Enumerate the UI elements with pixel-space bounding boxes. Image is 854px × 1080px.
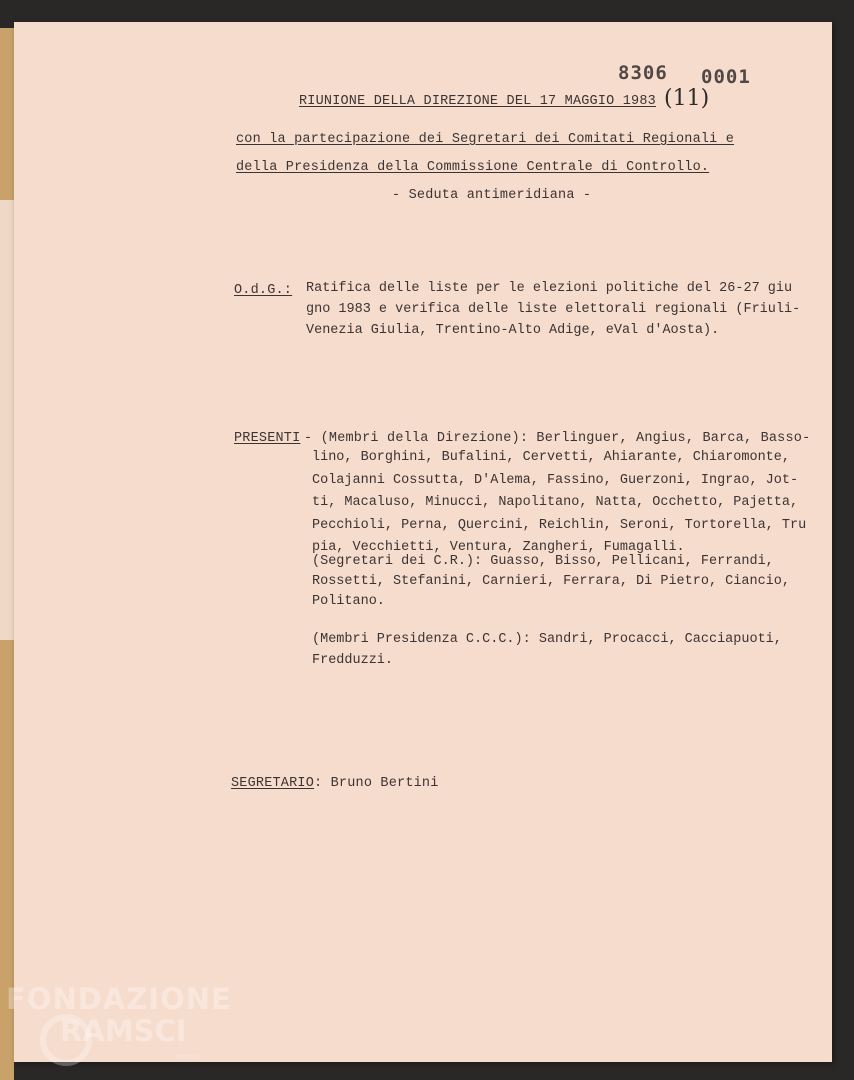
fondazione-gramsci-watermark (6, 982, 232, 1077)
watermark-line-2: RAMSCI (60, 1014, 187, 1048)
odg-line: Ratifica delle liste per le elezioni politiche del 26-27 giu (306, 281, 793, 296)
session-label: - Seduta antimeridiana - (392, 188, 592, 203)
presenti-label: PRESENTI (234, 431, 301, 446)
members-line: Politano. (312, 594, 385, 609)
members-line: pia, Vecchietti, Ventura, Zangheri, Fumagalli. (312, 540, 685, 555)
odg-label: O.d.G.: (234, 283, 293, 298)
subtitle-line-2: della Presidenza della Commissione Centrale di Controllo. (236, 160, 710, 175)
members-line: ti, Macaluso, Minucci, Napolitano, Natta, Occhetto, Pajetta, (312, 495, 799, 510)
members-line: Pecchioli, Perna, Quercini, Reichlin, Seroni, Tortorella, Tru (312, 517, 807, 533)
watermark-citation: onlus (176, 1052, 201, 1062)
presenti-first-line: - (Membri della Direzione): Berlinguer, Angius, Barca, Basso- (304, 431, 811, 446)
members-line: Rossetti, Stefanini, Carnieri, Ferrara, Di Pietro, Ciancio, (312, 574, 790, 589)
segretario-value: : Bruno Bertini (314, 776, 439, 791)
handwritten-page-note: (11) (664, 86, 710, 111)
segretario-row (231, 776, 439, 791)
members-line: Colajanni Cossutta, D'Alema, Fassino, Guerzoni, Ingrao, Jot- (312, 472, 799, 488)
odg-line: Venezia Giulia, Trentino-Alto Adige, eVal d'Aosta). (306, 323, 720, 338)
document-title: RIUNIONE DELLA DIREZIONE DEL 17 MAGGIO 1983 (299, 94, 656, 109)
subtitle-line-1: con la partecipazione dei Segretari dei Comitati Regionali e (236, 132, 735, 147)
segretari-members (312, 552, 790, 612)
page-number-stamp: 0001 (701, 66, 751, 88)
ccc-members (312, 629, 782, 671)
segretario-label: SEGRETARIO (231, 776, 315, 791)
archive-number-stamp: 8306 (618, 62, 668, 84)
direzione-members (312, 447, 806, 560)
watermark-line-1: FONDAZIONE (6, 982, 232, 1016)
odg-text (306, 278, 800, 341)
members-line: (Membri Presidenza C.C.C.): Sandri, Procacci, Cacciapuoti, (312, 632, 782, 647)
members-line: Fredduzzi. (312, 653, 394, 668)
members-line: (Segretari dei C.R.): Guasso, Bisso, Pellicani, Ferrandi, (312, 554, 774, 569)
members-line: lino, Borghini, Bufalini, Cervetti, Ahiarante, Chiaromonte, (312, 450, 790, 465)
odg-line: gno 1983 e verifica delle liste elettorali regionali (Friuli- (306, 302, 801, 317)
